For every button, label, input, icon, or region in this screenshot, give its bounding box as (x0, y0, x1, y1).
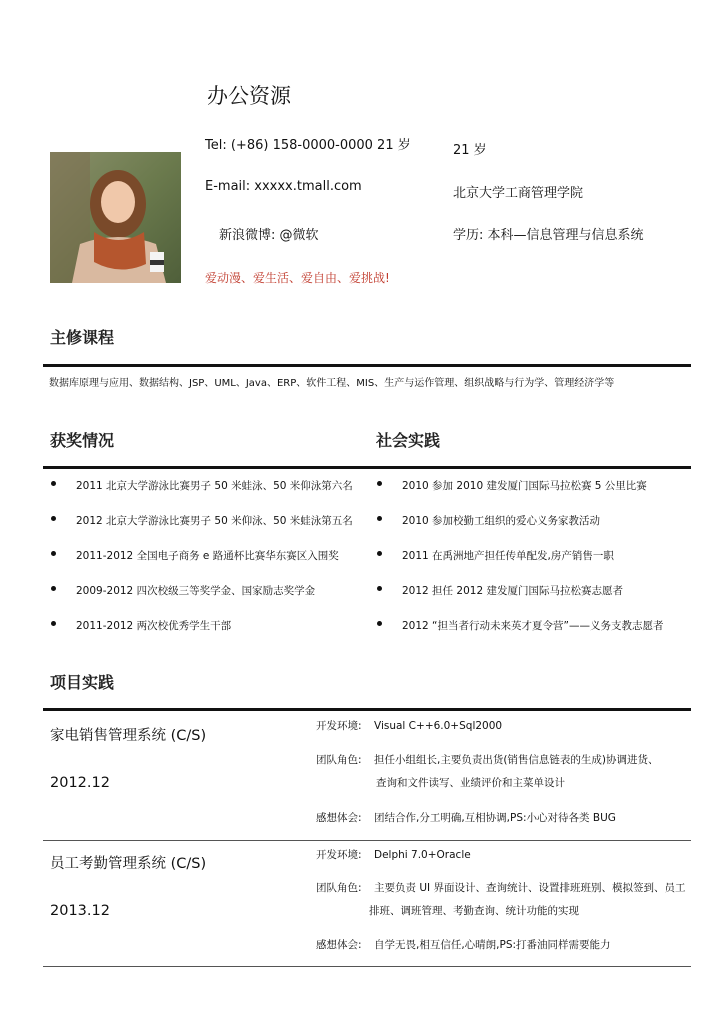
social-title: 社会实践 (376, 431, 441, 450)
project-role: 团队角色: 担任小组组长,主要负责出货(销售信息链表的生成)协调进货、 (316, 754, 659, 766)
list-item: 2010 参加 2010 建发厦门国际马拉松赛 5 公里比赛 (377, 478, 691, 513)
project-date: 2013.12 (50, 903, 110, 919)
list-item: 2010 参加校勤工组织的爱心义务家教活动 (377, 513, 691, 548)
list-item: 2011 在禹洲地产担任传单配发,房产销售一职 (377, 548, 691, 583)
bullet-icon (377, 551, 382, 556)
list-item: 2011-2012 全国电子商务 e 路通杯比赛华东赛区入围奖 (51, 548, 369, 583)
project-experience: 感想体会: 团结合作,分工明确,互相协调,PS:小心对待各类 BUG (316, 812, 616, 824)
weibo-text: 新浪微博: @微软 (219, 228, 319, 243)
list-item: 2009-2012 四次校级三等奖学金、国家励志奖学金 (51, 583, 369, 618)
courses-text: 数据库原理与应用、数据结构、JSP、UML、Java、ERP、软件工程、MIS、生产与运作管理、组织战略与行为学、管理经济学等 (49, 378, 615, 389)
awards-title: 获奖情况 (50, 431, 115, 450)
motto-text: 爱动漫、爱生活、爱自由、爱挑战! (205, 271, 390, 285)
list-item: 2012 担任 2012 建发厦门国际马拉松赛志愿者 (377, 583, 691, 618)
project-role-cont: 排班、调班管理、考勤查询、统计功能的实现 (369, 905, 579, 917)
projects-title: 项目实践 (50, 673, 115, 692)
project-env: 开发环境: Delphi 7.0+Oracle (316, 849, 471, 861)
bullet-icon (377, 621, 382, 626)
bullet-icon (377, 516, 382, 521)
bullet-icon (51, 551, 56, 556)
bullet-icon (51, 516, 56, 521)
resume-name: 办公资源 (207, 84, 291, 108)
age-text: 21 岁 (453, 143, 487, 158)
profile-photo (50, 152, 181, 283)
project-experience: 感想体会: 自学无畏,相互信任,心晴朗,PS:打番油同样需要能力 (316, 939, 611, 951)
phone-text: Tel: (+86) 158-0000-0000 21 岁 (205, 138, 411, 153)
awards-list (51, 478, 369, 653)
bullet-icon (51, 481, 56, 486)
school-text: 北京大学工商管理学院 (453, 186, 584, 201)
bullet-icon (377, 481, 382, 486)
projects-divider (43, 708, 691, 711)
education-text: 学历: 本科—信息管理与信息系统 (453, 228, 644, 243)
bullet-icon (51, 586, 56, 591)
project-name: 员工考勤管理系统 (C/S) (50, 856, 207, 872)
project-role: 团队角色: 主要负责 UI 界面设计、查询统计、设置排班班别、模拟签到、员工 (316, 882, 686, 894)
project-divider (43, 966, 691, 967)
social-list (377, 478, 691, 653)
list-item: 2011 北京大学游泳比赛男子 50 米蛙泳、50 米仰泳第六名 (51, 478, 369, 513)
list-item: 2011-2012 两次校优秀学生干部 (51, 618, 369, 653)
courses-title: 主修课程 (50, 328, 115, 347)
awards-divider (43, 466, 691, 469)
list-item: 2012 “担当者行动未来英才夏令营”——义务支教志愿者 (377, 618, 691, 653)
courses-divider (43, 364, 691, 367)
email-text: E-mail: xxxxx.tmall.com (205, 179, 362, 194)
project-env: 开发环境: Visual C++6.0+Sql2000 (316, 720, 503, 732)
project-name: 家电销售管理系统 (C/S) (50, 728, 207, 744)
project-date: 2012.12 (50, 775, 110, 791)
project-role-cont: 查询和文件读写、业绩评价和主菜单设计 (376, 777, 565, 789)
list-item: 2012 北京大学游泳比赛男子 50 米仰泳、50 米蛙泳第五名 (51, 513, 369, 548)
project-divider (43, 840, 691, 841)
bullet-icon (51, 621, 56, 626)
bullet-icon (377, 586, 382, 591)
